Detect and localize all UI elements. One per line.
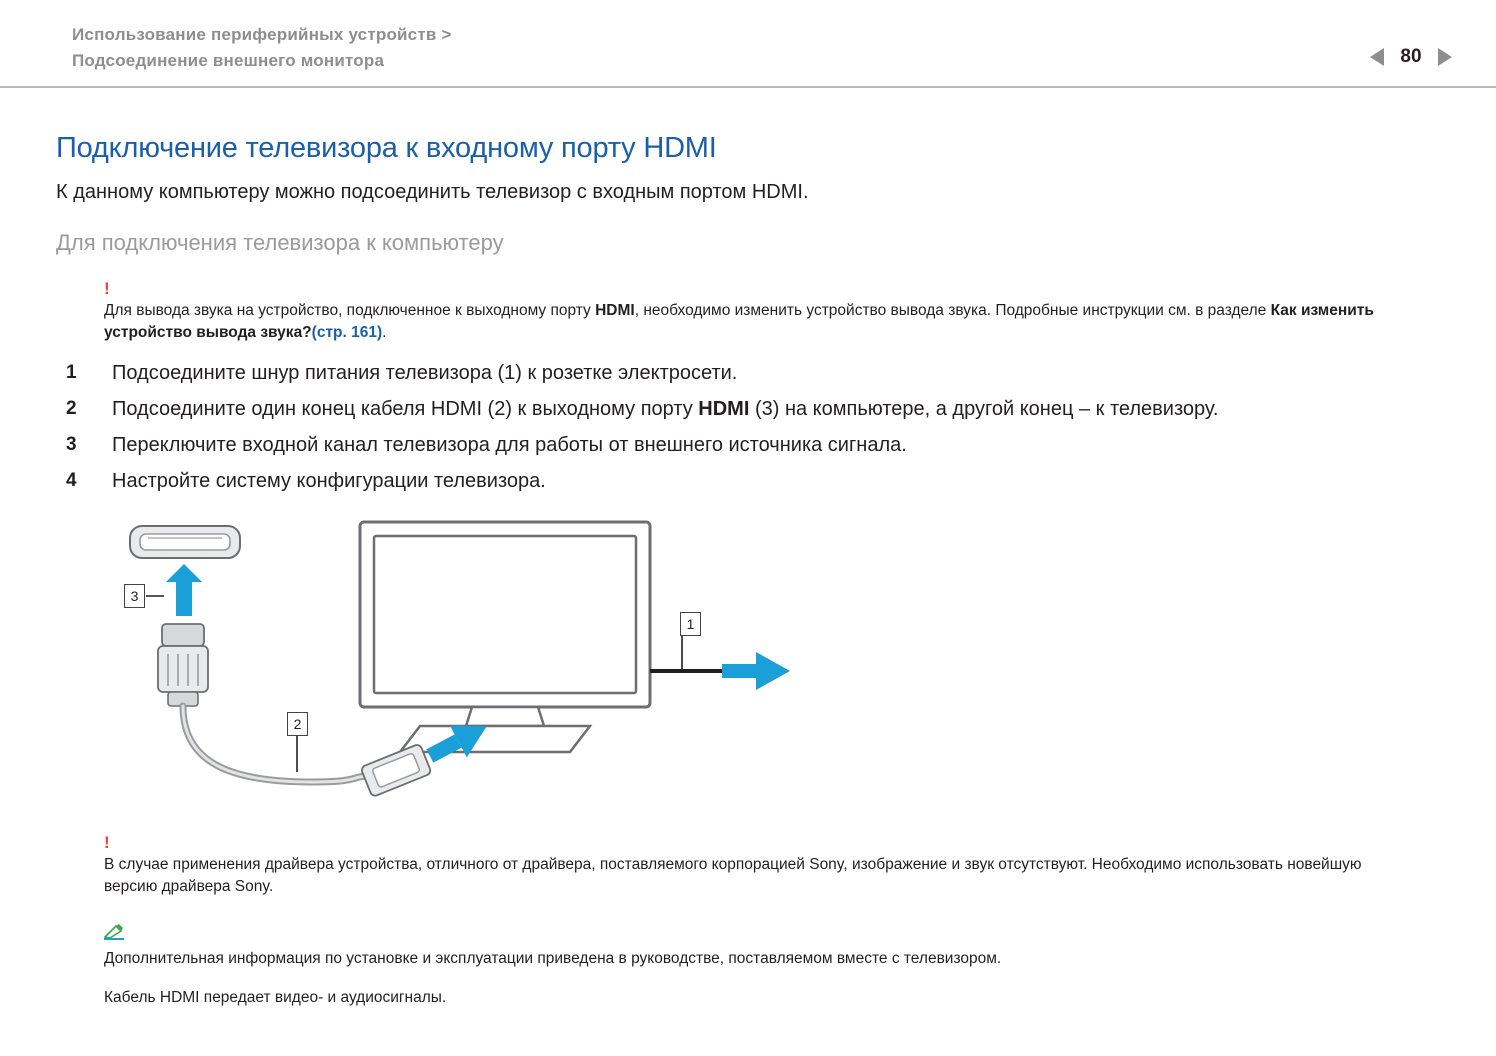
callout-1: 1	[680, 612, 701, 636]
step-number: 2	[66, 398, 77, 419]
caution-icon-2: !	[104, 833, 110, 852]
step-text-1: Подсоедините шнур питания телевизора (1) к розетке электросети.	[112, 362, 738, 384]
caution-icon: !	[104, 279, 110, 298]
page-header	[0, 0, 1496, 86]
caution-note-2	[104, 833, 1414, 898]
callout-3: 3	[124, 584, 145, 608]
step-bold: HDMI	[698, 398, 750, 420]
triangle-left-icon[interactable]	[1370, 48, 1384, 66]
caution-text-3: .	[382, 324, 387, 341]
instruction-steps	[56, 358, 1436, 496]
memo-line-2: Кабель HDMI передает видео- и аудиосигналы.	[104, 989, 447, 1006]
pencil-note-icon	[104, 924, 126, 940]
header-divider	[0, 86, 1496, 88]
caution-text-2: , необходимо изменить устройство вывода звука. Подробные инструкции см. в разделе	[634, 302, 1271, 319]
page-number: 80	[1400, 46, 1422, 67]
step-number: 3	[66, 434, 77, 455]
list-item	[56, 358, 1436, 388]
breadcrumb	[72, 22, 1456, 74]
page-navigation[interactable]	[1370, 46, 1452, 68]
memo-line-1: Дополнительная информация по установке и эксплуатации приведена в руководстве, поставляемом вместе с телевизором.	[104, 950, 1002, 967]
caution-text-1: Для вывода звука на устройство, подключенное к выходному порту	[104, 302, 596, 319]
page-content	[0, 86, 1496, 1009]
page-title: Подключение телевизора к входному порту HDMI	[56, 132, 717, 164]
callout-2: 2	[287, 712, 308, 736]
caution-bold-question: Как изменить устройство вывода звука?	[104, 302, 1374, 341]
step-text-2: (3) на компьютере, а другой конец – к телевизору.	[749, 398, 1219, 420]
caution-note	[104, 279, 1414, 344]
caution-2-text: В случае применения драйвера устройства, отличного от драйвера, поставляемого корпорацией Sony, изображение и звук отсутствуют. Необходимо использовать новейшую версию драйвера Sony.	[104, 856, 1362, 895]
step-text-1: Подсоедините один конец кабеля HDMI (2) к выходному порту	[112, 398, 699, 420]
memo-note	[104, 924, 1434, 1009]
breadcrumb-line-2: Подсоединение внешнего монитора	[72, 51, 385, 70]
connection-diagram	[112, 514, 912, 814]
triangle-right-icon[interactable]	[1438, 48, 1452, 66]
section-subtitle: Для подключения телевизора к компьютеру	[56, 230, 504, 255]
step-number: 1	[66, 362, 77, 383]
list-item	[56, 466, 1436, 496]
step-text-1: Настройте систему конфигурации телевизора.	[112, 470, 546, 492]
step-number: 4	[66, 470, 77, 491]
diagram-svg	[112, 514, 912, 814]
breadcrumb-line-1: Использование периферийных устройств >	[72, 25, 452, 44]
list-item	[56, 394, 1436, 424]
step-text-1: Переключите входной канал телевизора для работы от внешнего источника сигнала.	[112, 434, 907, 456]
list-item	[56, 430, 1436, 460]
caution-bold-hdmi: HDMI	[595, 302, 635, 319]
page-reference-link[interactable]: (стр. 161)	[311, 324, 383, 341]
intro-paragraph: К данному компьютеру можно подсоединить телевизор с входным портом HDMI.	[56, 181, 809, 203]
